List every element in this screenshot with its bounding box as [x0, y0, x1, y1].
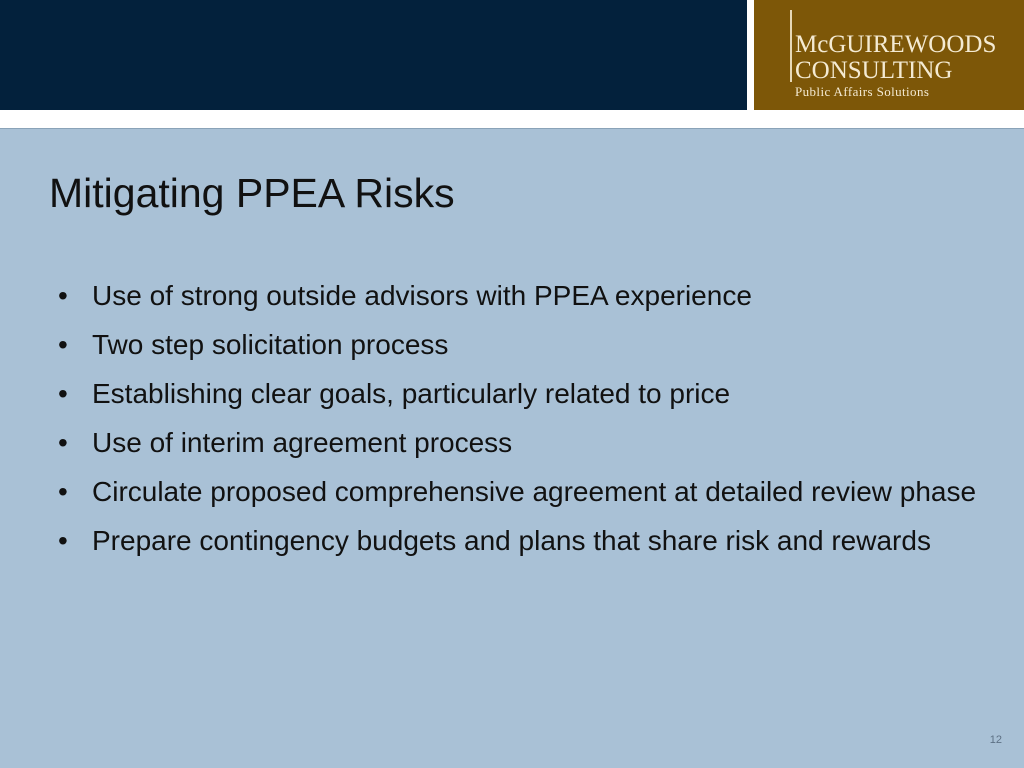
page-number: 12: [989, 734, 1002, 746]
bullet-icon: •: [58, 525, 68, 556]
header-bar: [0, 0, 747, 110]
bullet-item: [58, 472, 978, 511]
bullet-text: Use of strong outside advisors with PPEA experience: [92, 280, 752, 311]
bullet-text: Prepare contingency budgets and plans that share risk and rewards: [92, 525, 931, 556]
bullet-text: Circulate proposed comprehensive agreement at detailed review phase: [92, 476, 977, 507]
bullet-item: [58, 276, 978, 315]
bullet-text: Two step solicitation process: [92, 329, 449, 360]
bullet-icon: •: [58, 378, 68, 409]
bullet-item: [58, 325, 978, 364]
bullet-text: Use of interim agreement process: [92, 427, 513, 458]
bullet-list: [58, 276, 978, 570]
slide-title: Mitigating PPEA Risks: [49, 170, 455, 216]
bullet-icon: •: [58, 427, 68, 458]
logo-tagline: Public Affairs Solutions: [795, 84, 930, 99]
logo-division-name: CONSULTING: [795, 57, 953, 84]
bullet-item: [58, 521, 978, 560]
logo-company-name: McGUIREWOODS: [795, 31, 997, 58]
logo-divider: [790, 10, 792, 82]
mcguirewoods-consulting-logo: [754, 0, 1024, 110]
bullet-icon: •: [58, 476, 68, 507]
bullet-icon: •: [58, 329, 68, 360]
bullet-item: [58, 423, 978, 462]
bullet-text: Establishing clear goals, particularly related to price: [92, 378, 731, 409]
bullet-item: [58, 374, 978, 413]
bullet-icon: •: [58, 280, 68, 311]
